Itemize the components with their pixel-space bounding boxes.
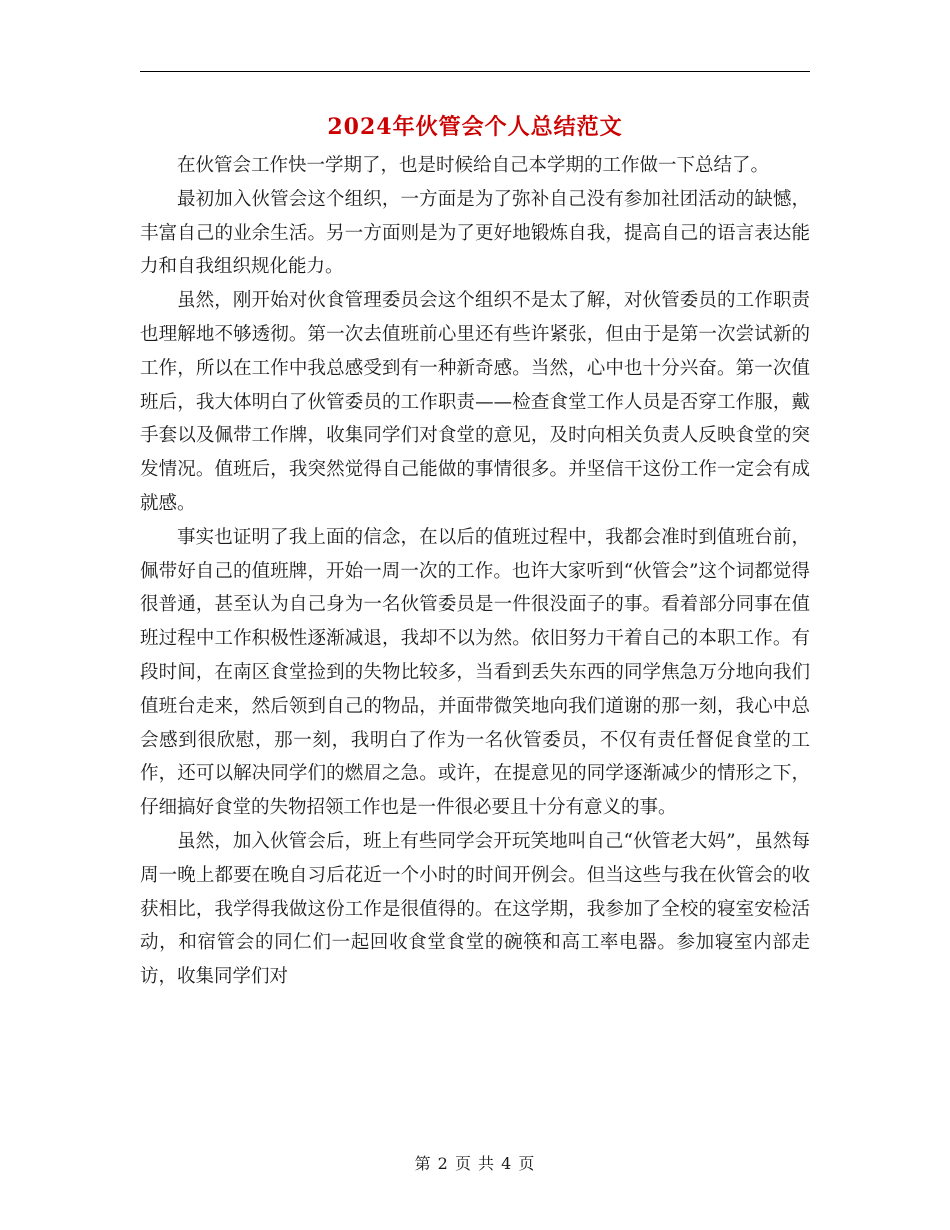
document-body	[140, 149, 810, 994]
paragraph: 事实也证明了我上面的信念，在以后的值班过程中，我都会准时到值班台前，佩带好自己的值班牌，开始一周一次的工作。也许大家听到“伙管会”这个词都觉得很普通，甚至认为自己身为一名伙管委员是一件很没面子的事。看着部分同事在值班过程中工作积极性逐渐减退，我却不以为然。依旧努力干着自己的本职工作。有段时间，在南区食堂捡到的失物比较多，当看到丢失东西的同学焦急万分地向我们值班台走来，然后领到自己的物品，并面带微笑地向我们道谢的那一刻，我心中总会感到很欣慰，那一刻，我明白了作为一名伙管委员，不仅有责任督促食堂的工作，还可以解决同学们的燃眉之急。或许，在提意见的同学逐渐减少的情形之下，仔细搞好食堂的失物招领工作也是一件很必要且十分有意义的事。	[140, 526, 810, 819]
paragraph: 虽然，刚开始对伙食管理委员会这个组织不是太了解，对伙管委员的工作职责也理解地不够透彻。第一次去值班前心里还有些许紧张，但由于是第一次尝试新的工作，所以在工作中我总感受到有一种新奇感。当然，心中也十分兴奋。第一次值班后，我大体明白了伙管委员的工作职责——检查食堂工作人员是否穿工作服，戴手套以及佩带工作牌，收集同学们对食堂的意见，及时向相关负责人反映食堂的突发情况。值班后，我突然觉得自己能做的事情很多。并坚信干这份工作一定会有成就感。	[140, 290, 810, 514]
document-title: 2024年伙管会个人总结范文	[327, 114, 623, 140]
paragraph: 最初加入伙管会这个组织，一方面是为了弥补自己没有参加社团活动的缺憾，丰富自己的业余生活。另一方面则是为了更好地锻炼自我，提高自己的语言表达能力和自我组织规化能力。	[140, 188, 810, 278]
header-rule	[140, 71, 810, 72]
paragraph: 在伙管会工作快一学期了，也是时候给自己本学期的工作做一下总结了。	[177, 155, 770, 176]
page-number-footer: 第 2 页 共 4 页	[414, 1154, 536, 1173]
paragraph: 虽然，加入伙管会后，班上有些同学会开玩笑地叫自己“伙管老大妈”，虽然每周一晚上都要在晚自习后花近一个小时的时间开例会。但当这些与我在伙管会的收获相比，我学得我做这份工作是很值得的。在这学期，我参加了全校的寝室安检活动，和宿管会的同仁们一起回收食堂食堂的碗筷和高工率电器。参加寝室内部走访，收集同学们对	[140, 830, 810, 988]
